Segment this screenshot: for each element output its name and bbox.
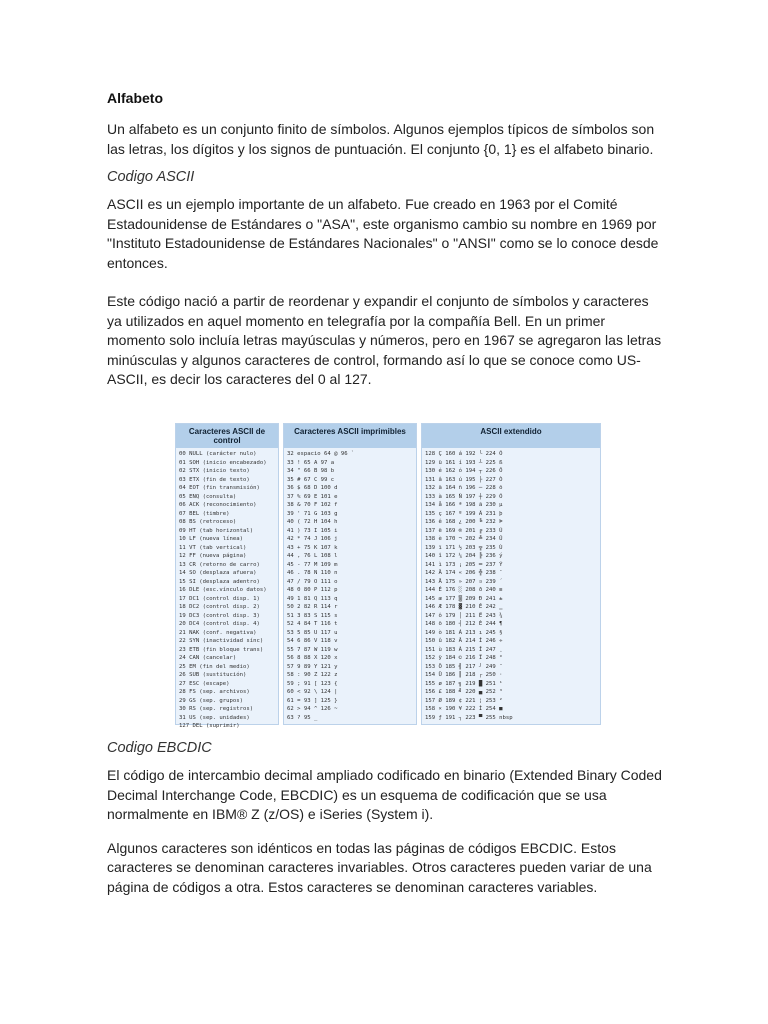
table-row: 10 LF (nueva línea) — [179, 536, 243, 542]
ebcdic-paragraph-2: Algunos caracteres son idénticos en todas las páginas de códigos EBCDIC. Estos caracteres se denominan caracteres invariables. Otros caracteres pueden variar de una página de códigos a otra. Estos caracteres se denominan caracteres variables. — [107, 839, 652, 895]
table-row: 49 1 81 Q 113 q — [287, 595, 338, 602]
printable-rows — [284, 448, 416, 722]
table-row: 04 EOT (fin transmisión) — [179, 485, 260, 491]
table-row: 34 " 66 B 98 b — [287, 468, 335, 474]
table-row: 39 ' 71 G 103 g — [287, 510, 338, 517]
table-row: 138 è 170 ¬ 202 ╩ 234 Û — [425, 536, 503, 542]
table-row: 58 : 90 Z 122 z — [287, 672, 338, 678]
table-row: 23 ETB (fin bloque trans) — [179, 646, 264, 653]
table-row: 145 æ 177 ▒ 209 Ð 241 ± — [425, 595, 503, 602]
table-row: 128 Ç 160 á 192 └ 224 Ó — [425, 451, 503, 457]
table-row: 33 ! 65 A 97 a — [287, 459, 335, 466]
table-row: 30 RS (sep. registros) — [179, 706, 254, 712]
table-row: 13 CR (retorno de carro) — [179, 561, 260, 568]
table-row: 37 % 69 E 101 e — [287, 493, 338, 500]
table-row: 18 DC2 (control disp. 2) — [179, 604, 260, 610]
printable-panel-title: Caracteres ASCII imprimibles — [284, 424, 416, 448]
table-row: 135 ç 167 º 199 Ã 231 þ — [425, 510, 503, 517]
table-row: 20 DC4 (control disp. 4) — [179, 621, 260, 627]
table-row: 00 NULL (carácter nulo) — [179, 451, 257, 457]
table-row: 05 ENQ (consulta) — [179, 493, 237, 500]
ascii-table-image — [175, 423, 601, 729]
table-row: 22 SYN (inactividad sínc) — [179, 638, 264, 644]
table-row: 27 ESC (escape) — [179, 680, 230, 687]
table-row: 40 ( 72 H 104 h — [287, 519, 338, 525]
intro-paragraph: Un alfabeto es un conjunto finito de símbolos. Algunos ejemplos típicos de símbolos son las letras, los dígitos y los signos de puntuación. El conjunto {0, 1} es el alfabeto binario. — [107, 121, 655, 157]
extended-panel-title: ASCII extendido — [422, 424, 600, 448]
ascii-printable-panel — [283, 423, 417, 725]
table-row: 158 × 190 ¥ 222 Ì 254 ■ — [425, 706, 503, 712]
table-row: 147 ô 179 │ 211 Ë 243 ¾ — [425, 612, 503, 619]
table-row: 153 Ö 185 ╣ 217 ┘ 249 ¨ — [425, 663, 503, 670]
page-title: Alfabeto — [107, 90, 163, 106]
table-row: 63 ? 95 _ — [287, 714, 318, 721]
table-row: 11 VT (tab vertical) — [179, 544, 247, 551]
table-row: 24 CAN (cancelar) — [179, 655, 237, 661]
table-row: 28 FS (sep. archivos) — [179, 689, 250, 695]
table-row: 06 ACK (reconocimiento) — [179, 502, 257, 508]
table-row: 31 US (sep. unidades) — [179, 714, 250, 721]
ebcdic-heading: Codigo EBCDIC — [107, 740, 212, 756]
table-row: 157 Ø 189 ¢ 221 ¦ 253 ² — [425, 697, 503, 704]
table-row: 144 É 176 ░ 208 ð 240 ≡ — [425, 587, 503, 593]
table-row: 148 ö 180 ┤ 212 È 244 ¶ — [425, 621, 503, 627]
table-row: 32 espacio 64 @ 96 ` — [287, 451, 355, 457]
table-row: 151 ù 183 À 215 Î 247 ¸ — [425, 646, 503, 653]
table-row: 52 4 84 T 116 t — [287, 621, 338, 627]
table-row: 60 < 92 \ 124 | — [287, 689, 338, 695]
table-row: 139 ï 171 ½ 203 ╦ 235 Ù — [425, 544, 503, 551]
table-row: 44 , 76 L 108 l — [287, 553, 338, 559]
table-row: 43 + 75 K 107 k — [287, 544, 338, 551]
ascii-control-panel — [175, 423, 279, 729]
ascii-paragraph-1: ASCII es un ejemplo importante de un alfabeto. Fue creado en 1963 por el Comité Estadounidense de Estándares o "ASA", este organismo cambio su nombre en 1969 por "Instituto Estadounidense de Estándares Nacionales" o "ANSI" como se lo conoce desde entonces. — [107, 196, 659, 271]
table-row: 140 î 172 ¼ 204 ╠ 236 ý — [425, 553, 503, 559]
table-row: 127 DEL (suprimir) — [179, 723, 240, 729]
table-row: 19 DC3 (control disp. 3) — [179, 612, 260, 619]
table-row: 07 BEL (timbre) — [179, 510, 230, 517]
table-row: 130 é 162 ó 194 ┬ 226 Ô — [425, 468, 503, 474]
table-row: 146 Æ 178 ▓ 210 Ê 242 ‗ — [425, 604, 503, 610]
control-rows — [176, 448, 278, 731]
table-row: 53 5 85 U 117 u — [287, 629, 338, 636]
table-row: 38 & 70 F 102 f — [287, 502, 338, 508]
table-row: 56 8 88 X 120 x — [287, 655, 338, 661]
table-row: 156 £ 188 ╝ 220 ▄ 252 ³ — [425, 689, 503, 695]
table-row: 14 SO (desplaza afuera) — [179, 570, 257, 576]
table-row: 134 å 166 ª 198 ã 230 µ — [425, 502, 503, 508]
table-row: 12 FF (nueva página) — [179, 553, 247, 559]
table-row: 57 9 89 Y 121 y — [287, 663, 338, 670]
extended-rows — [422, 448, 600, 722]
table-row: 02 STX (inicio texto) — [179, 468, 250, 474]
table-row: 141 ì 173 ¡ 205 ═ 237 Ý — [425, 561, 503, 568]
table-row: 48 0 80 P 112 p — [287, 587, 338, 593]
table-row: 01 SOH (inicio encabezado) — [179, 459, 267, 466]
table-row: 131 â 163 ú 195 ├ 227 Ò — [425, 476, 503, 483]
table-row: 35 # 67 C 99 c — [287, 476, 335, 483]
table-row: 42 * 74 J 106 j — [287, 536, 338, 542]
table-row: 137 ë 169 ® 201 ╔ 233 Ú — [425, 527, 503, 534]
table-row: 45 - 77 M 109 m — [287, 561, 338, 568]
table-row: 46 . 78 N 110 n — [287, 570, 338, 576]
table-row: 142 Ä 174 « 206 ╬ 238 ¯ — [425, 570, 503, 576]
table-row: 09 HT (tab horizontal) — [179, 527, 254, 534]
table-row: 51 3 83 S 115 s — [287, 612, 338, 619]
table-row: 149 ò 181 Á 213 ı 245 § — [425, 629, 503, 636]
table-row: 36 $ 68 D 100 d — [287, 485, 338, 491]
table-row: 25 EM (fin del medio) — [179, 663, 250, 670]
table-row: 129 ü 161 í 193 ┴ 225 ß — [425, 459, 503, 466]
table-row: 21 NAK (conf. negativa) — [179, 629, 257, 636]
table-row: 41 ) 73 I 105 i — [287, 527, 338, 534]
table-row: 143 Å 175 » 207 ¤ 239 ´ — [425, 578, 503, 585]
ascii-extended-panel — [421, 423, 601, 725]
control-panel-title: Caracteres ASCII de control — [176, 424, 278, 448]
table-row: 47 / 79 O 111 o — [287, 578, 338, 585]
table-row: 16 DLE (esc.vínculo datos) — [179, 587, 267, 593]
table-row: 29 GS (sep. grupos) — [179, 697, 243, 704]
table-row: 26 SUB (sustitución) — [179, 672, 247, 678]
table-row: 150 û 182 Â 214 Í 246 ÷ — [425, 638, 503, 644]
table-row: 17 DC1 (control disp. 1) — [179, 595, 260, 602]
table-row: 50 2 82 R 114 r — [287, 604, 338, 610]
table-row: 132 ä 164 ñ 196 ─ 228 õ — [425, 485, 503, 491]
table-row: 155 ø 187 ╗ 219 █ 251 ¹ — [425, 680, 503, 687]
table-row: 159 ƒ 191 ┐ 223 ▀ 255 nbsp — [425, 714, 513, 721]
table-row: 55 7 87 W 119 w — [287, 646, 338, 653]
ebcdic-paragraph-1: El código de intercambio decimal ampliado codificado en binario (Extended Binary Coded Decimal Interchange Code, EBCDIC) es un esquema de codificación que se usa normalmente en IBM® Z (z/OS) e iSeries (System i). — [107, 767, 662, 822]
table-row: 08 BS (retroceso) — [179, 519, 237, 525]
table-row: 61 = 93 ] 125 } — [287, 697, 338, 704]
document-body — [107, 90, 667, 390]
table-row: 154 Ü 186 ║ 218 ┌ 250 · — [425, 672, 503, 678]
table-row: 133 à 165 Ñ 197 ┼ 229 Õ — [425, 493, 503, 500]
table-row: 136 ê 168 ¿ 200 ╚ 232 Þ — [425, 519, 503, 525]
ebcdic-section — [107, 740, 667, 897]
table-row: 62 > 94 ^ 126 ~ — [287, 706, 338, 712]
table-row: 59 ; 91 [ 123 { — [287, 680, 338, 687]
table-row: 15 SI (desplaza adentro) — [179, 578, 260, 585]
table-row: 54 6 86 V 118 v — [287, 638, 338, 644]
ascii-heading: Codigo ASCII — [107, 169, 195, 185]
table-row: 152 ÿ 184 © 216 Ï 248 ° — [425, 655, 503, 661]
ascii-paragraph-2: Este código nació a partir de reordenar y expandir el conjunto de símbolos y caracteres ya utilizados en aquel momento en telegrafía por la compañía Bell. En un primer momento solo incluía letras mayúsculas y números, pero en 1967 se agregaron las letras minúsculas y algunos caracteres de control, formando así lo que se conoce como US-ASCII, es decir los caracteres del 0 al 127. — [107, 293, 662, 387]
table-row: 03 ETX (fin de texto) — [179, 476, 250, 483]
